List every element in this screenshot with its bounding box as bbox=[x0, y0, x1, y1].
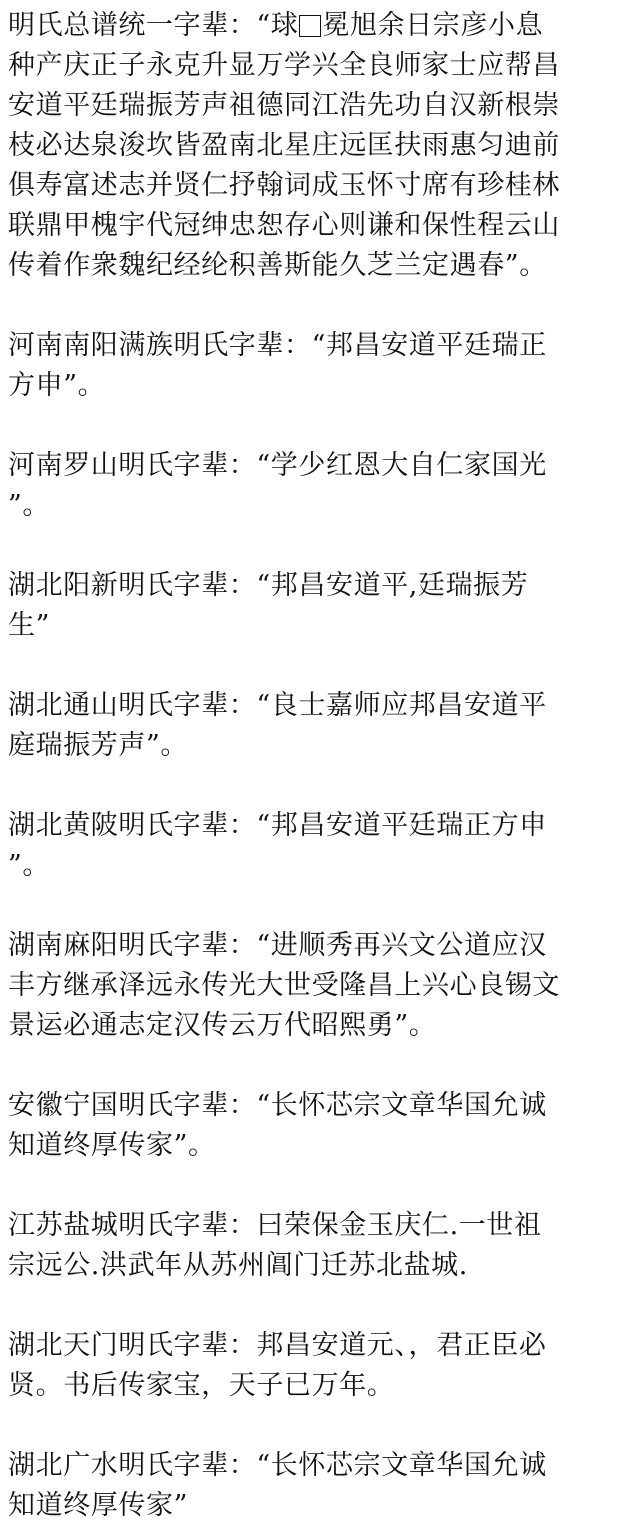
text-line: 知道终厚传家”。 bbox=[8, 1130, 216, 1161]
text-line: ”。 bbox=[8, 850, 51, 881]
text-line: 方申”。 bbox=[8, 370, 106, 401]
text-line: 宗远公.洪武年从苏州阊门迁苏北盐城. bbox=[8, 1250, 468, 1281]
text-line: 庭瑞振芳声”。 bbox=[8, 730, 189, 761]
paragraph-hubei-tongshan bbox=[8, 686, 632, 766]
text-line: 俱寿富述志并贤仁抒翰词成玉怀寸席有珍桂林 bbox=[8, 170, 560, 201]
text-line-part: 明氏总谱统一字辈：“球 bbox=[8, 10, 299, 41]
text-line: 景运必通志定汉传云万代昭熙勇”。 bbox=[8, 1010, 437, 1041]
paragraph-hubei-huangpi bbox=[8, 806, 632, 886]
text-line: 安徽宁国明氏字辈：“长怀芯宗文章华国允诚 bbox=[8, 1090, 547, 1121]
paragraph-hubei-guangshui bbox=[8, 1446, 632, 1526]
paragraph-henan-nanyang bbox=[8, 326, 632, 406]
text-line: ”。 bbox=[8, 490, 51, 521]
text-line: 枝必达泉浚坎皆盈南北星庄远匡扶雨惠匀迪前 bbox=[8, 130, 560, 161]
paragraph-jiangsu-yancheng bbox=[8, 1206, 632, 1286]
paragraph-general-genealogy bbox=[8, 6, 632, 286]
document-body bbox=[8, 6, 632, 1526]
text-line: 湖北阳新明氏字辈：“邦昌安道平,廷瑞振芳 bbox=[8, 570, 529, 601]
text-line: 河南南阳满族明氏字辈：“邦昌安道平廷瑞正 bbox=[8, 330, 547, 361]
text-line: 贤。书后传家宝，天子已万年。 bbox=[8, 1370, 395, 1401]
text-line: 联鼎甲槐宇代冠绅忠恕存心则谦和保性程云山 bbox=[8, 210, 560, 241]
text-line: 知道终厚传家” bbox=[8, 1490, 189, 1521]
text-line-part: 冕旭余日宗彦小息 bbox=[322, 10, 544, 41]
paragraph-hunan-mayang bbox=[8, 926, 632, 1046]
text-line: 江苏盐城明氏字辈：曰荣保金玉庆仁.一世祖 bbox=[8, 1210, 542, 1241]
paragraph-henan-luoshan bbox=[8, 446, 632, 526]
text-line: 丰方继承泽远永传光大世受隆昌上兴心良锡文 bbox=[8, 970, 560, 1001]
text-line: 生” bbox=[8, 610, 51, 641]
paragraph-hubei-yangxin bbox=[8, 566, 632, 646]
text-line: 湖南麻阳明氏字辈：“进顺秀再兴文公道应汉 bbox=[8, 930, 547, 961]
text-line: 湖北广水明氏字辈：“长怀芯宗文章华国允诚 bbox=[8, 1450, 547, 1481]
paragraph-hubei-tianmen bbox=[8, 1326, 632, 1406]
missing-character-box bbox=[299, 15, 321, 37]
text-line: 湖北黄陂明氏字辈：“邦昌安道平廷瑞正方申 bbox=[8, 810, 547, 841]
text-line bbox=[8, 6, 632, 46]
paragraph-anhui-ningguo bbox=[8, 1086, 632, 1166]
text-line: 种产庆正子永克升显万学兴全良师家士应帮昌 bbox=[8, 50, 560, 81]
text-line: 安道平廷瑞振芳声祖德同江浩先功自汉新根崇 bbox=[8, 90, 560, 121]
text-line: 湖北通山明氏字辈：“良士嘉师应邦昌安道平 bbox=[8, 690, 547, 721]
text-line: 传着作衆魏纪经纶积善斯能久芝兰定遇春”。 bbox=[8, 250, 547, 281]
text-line: 湖北天门明氏字辈：邦昌安道元、，君正臣必 bbox=[8, 1330, 547, 1361]
text-line: 河南罗山明氏字辈：“学少红恩大自仁家国光 bbox=[8, 450, 547, 481]
